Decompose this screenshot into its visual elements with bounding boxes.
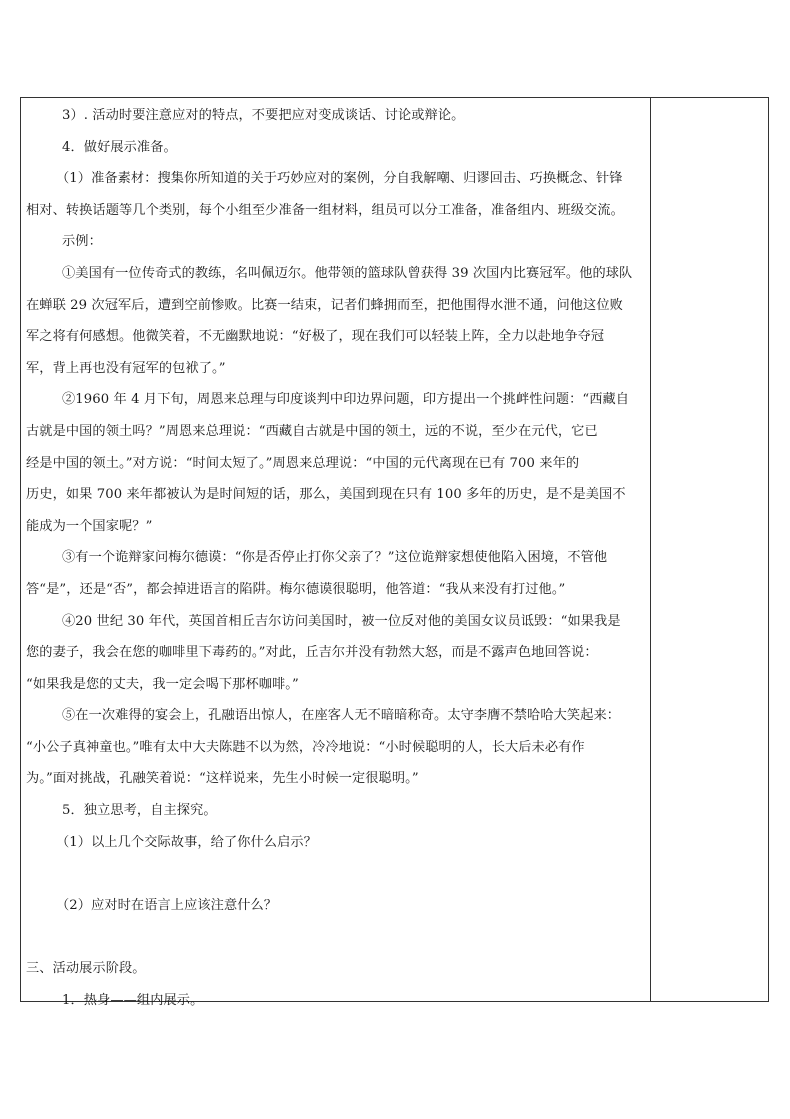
text-line: （2）应对时在语言上应该注意什么？ <box>56 897 278 913</box>
text-line: 古就是中国的领土吗？”周恩来总理说：“西藏自古就是中国的领土，远的不说，至少在元代，它已 <box>26 423 598 439</box>
text-line: 答“是”，还是“否”，都会掉进语言的陷阱。梅尔德谟很聪明，他答道：“我从来没有打过他。” <box>26 581 566 597</box>
text-line: 3）. 活动时要注意应对的特点，不要把应对变成谈话、讨论或辩论。 <box>62 108 465 123</box>
text-line: 历史，如果 700 来年都被认为是时间短的话，那么，美国到现在只有 100 多年的历史，是不是美国不 <box>26 487 626 503</box>
text-line: 相对、转换话题等几个类别，每个小组至少准备一组材料，组员可以分工准备，准备组内、班级交流。 <box>26 202 624 218</box>
text-line: ①美国有一位传奇式的教练，名叫佩迈尔。他带领的篮球队曾获得 39 次国内比赛冠军。他的球队 <box>62 265 633 281</box>
text-line: “如果我是您的丈夫，我一定会喝下那杯咖啡。” <box>26 676 299 692</box>
text-line: 5．独立思考，自主探究。 <box>62 803 217 819</box>
text-line: 军，背上再也没有冠军的包袱了。” <box>26 360 226 376</box>
text-line: 您的妻子，我会在您的咖啡里下毒药的。”对此，丘吉尔并没有勃然大怒，而是不露声色地回答说： <box>26 645 598 661</box>
lesson-content <box>26 100 648 1016</box>
text-line: “小公子真神童也。”唯有太中大夫陈韪不以为然，冷冷地说：“小时候聪明的人，长大后未必有作 <box>26 739 585 755</box>
text-line: 能成为一个国家呢？” <box>26 518 153 534</box>
text-line: 为。”面对挑战，孔融笑着说：“这样说来，先生小时候一定很聪明。” <box>26 771 419 787</box>
text-line: 军之将有何感想。他微笑着，不无幽默地说：“好极了，现在我们可以轻装上阵，全力以赴地争夺冠 <box>26 329 605 345</box>
text-line: 经是中国的领土。”对方说：“时间太短了。”周恩来总理说：“中国的元代离现在已有 700 来年的 <box>26 455 580 471</box>
text-line: 4．做好展示准备。 <box>62 139 177 155</box>
blank-answer-space <box>26 858 648 890</box>
text-line: （1）以上几个交际故事，给了你什么启示？ <box>56 834 317 850</box>
text-line: 在蝉联 29 次冠军后，遭到空前惨败。比赛一结束，记者们蜂拥而至，把他围得水泄不通，问他这位败 <box>26 297 623 313</box>
text-line: ③有一个诡辩家问梅尔德谟：“你是否停止打你父亲了？”这位诡辩家想使他陷入困境，不管他 <box>62 550 608 566</box>
blank-answer-space <box>26 921 648 953</box>
text-line: （1）准备素材：搜集你所知道的关于巧妙应对的案例，分自我解嘲、归谬回击、巧换概念、针锋 <box>56 171 623 187</box>
text-line: ④20 世纪 30 年代，英国首相丘吉尔访问美国时，被一位反对他的美国女议员诋毁：“如果我是 <box>62 613 621 629</box>
text-line: 1．热身——组内展示。 <box>62 992 204 1008</box>
text-line: ⑤在一次难得的宴会上，孔融语出惊人，在座客人无不暗暗称奇。太守李膺不禁哈哈大笑起来： <box>62 708 621 724</box>
text-line: ②1960 年 4 月下旬，周恩来总理与印度谈判中印边界问题，印方提出一个挑衅性问题：“西藏自 <box>62 392 630 408</box>
text-line: 示例： <box>62 234 102 250</box>
table-column-divider <box>650 97 651 1002</box>
section-heading: 三、活动展示阶段。 <box>26 961 146 977</box>
